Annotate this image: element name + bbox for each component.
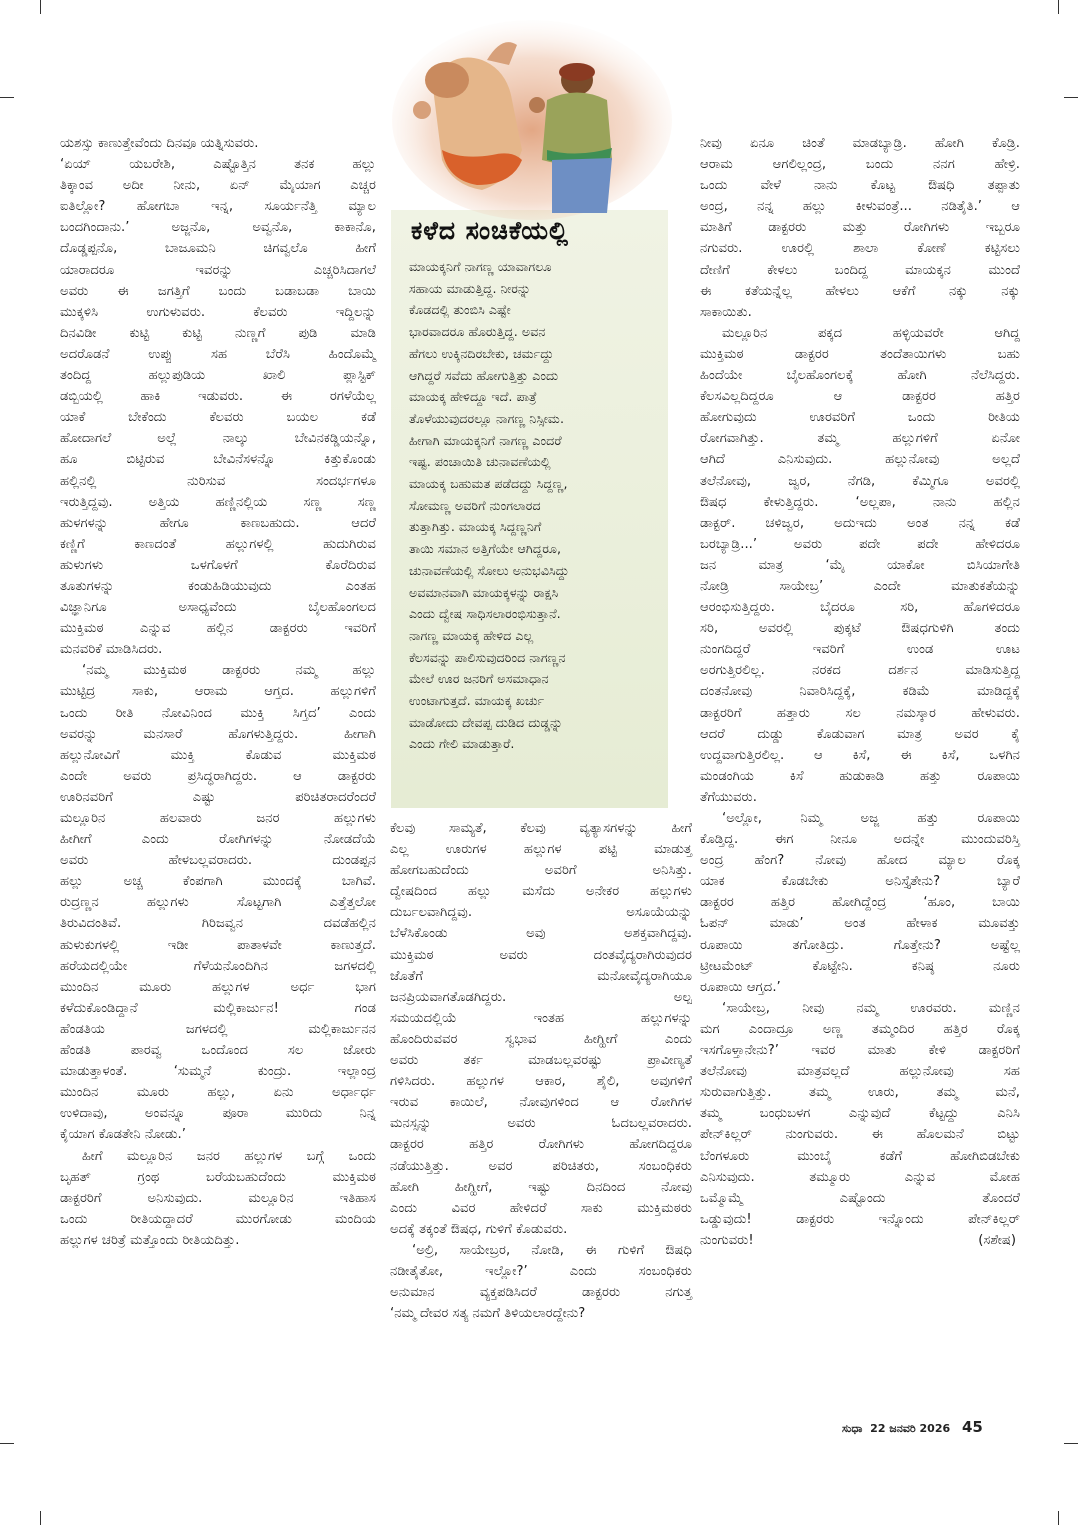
text-line: ಮನಸ್ಸನ್ನು ಅವರು ಓದಬಲ್ಲವರಾದರು.: [390, 1116, 692, 1132]
recap-line: ಉಂಟಾಗುತ್ತದೆ. ಮಾಯಕ್ಕ ಖರ್ಚು: [409, 693, 545, 709]
text-line: ಹೋಗುವುದು ಊರವರಿಗೆ ಒಂದು ರೀತಿಯ: [700, 410, 1020, 426]
text-line: ಇರುವ ಕಾಯಿಲೆ, ನೋವುಗಳಿಂದ ಆ ರೋಗಿಗಳ: [390, 1095, 692, 1111]
recap-line: ಹೀಗಾಗಿ ಮಾಯಕ್ಕನಿಗೆ ನಾಗಣ್ಣ ಎಂದರೆ: [409, 432, 562, 448]
text-line: ಊರಿನವರಿಗೆ ಎಷ್ಟು ಪರಿಚಿತರಾದರೆಂದರೆ: [60, 789, 376, 805]
text-line: ಮಾಡುತ್ತಾಳಂತೆ. ‘ಸುಮ್ಮನೆ ಕುಂದ್ರು. ಇಲ್ಲಾಂದ್ರ: [60, 1064, 376, 1080]
text-line: ಸುರುವಾಗುತ್ತಿತ್ತು. ತಮ್ಮ ಊರು, ತಮ್ಮ ಮನೆ,: [700, 1085, 1020, 1101]
text-line: ಮುಕ್ತಿಮಠ ಡಾಕ್ಟರರ ತಂದೆತಾಯಿಗಳು ಬಹು: [700, 346, 1020, 362]
recap-line: ಮಾಯಕ್ಕನಿಗೆ ನಾಗಣ್ಣ ಯಾವಾಗಲೂ: [409, 259, 552, 274]
text-line: ಎಂದೇ ಅವರು ಪ್ರಸಿದ್ಧರಾಗಿದ್ದರು. ಆ ಡಾಕ್ಟರರು: [60, 768, 376, 784]
recap-line: ಕೊಡದಲ್ಲಿ ತುಂಬಿಸಿ ಎಷ್ಟೇ: [409, 302, 511, 318]
recap-line: ಸೋಮಣ್ಣ ಅವರಿಗೆ ನುಂಗಲಾರದ: [409, 497, 541, 513]
text-line: ಬೆಂಗಳೂರು ಮುಂಬೈ ಕಡೆಗೆ ಹೋಗಿಬಿಡಬೇಕು: [700, 1148, 1020, 1164]
text-line: ಅರಗುತ್ತಿರಲಿಲ್ಲ. ನರಕದ ದರ್ಶನ ಮಾಡಿಸುತ್ತಿದ್ದ: [700, 663, 1020, 679]
text-line: ಕೆಲಸವಿಲ್ಲದಿದ್ದರೂ ಆ ಡಾಕ್ಟರರ ಹತ್ತಿರ: [700, 389, 1020, 405]
story-illustration: [392, 10, 677, 225]
text-line: ‘ಸಾಯೇಬ್ರ, ನೀವು ನಮ್ಮ ಊರವರು. ಮಣ್ಣಿನ: [722, 1000, 1020, 1016]
text-line: ಡಾಕ್ಟರರ ಹತ್ತಿರ ರೋಗಿಗಳು ಹೋಗದಿದ್ದರೂ: [390, 1137, 692, 1153]
recap-line: ಅವಮಾನವಾಗಿ ಮಾಯಕ್ಕಳನ್ನು ರಾಕ್ಷಸಿ: [409, 584, 559, 600]
text-line: ಒಮ್ಮೊಮ್ಮೆ ಎಷ್ಟೊಂದು ತೊಂದರೆ: [700, 1190, 1020, 1206]
text-line: ದೇಣಿಗೆ ಕೇಳಲು ಬಂದಿದ್ದ ಮಾಯಕ್ಕನ ಮುಂದೆ: [700, 262, 1020, 278]
text-line: ಇಸಗೊಳ್ತಾನೇನು?’ ಇವರ ಮಾತು ಕೇಳಿ ಡಾಕ್ಟರರಿಗೆ: [700, 1043, 1020, 1059]
crop-mark: [40, 1511, 41, 1525]
text-line: ಒಂದು ರೀತಿ ನೋವಿನಿಂದ ಮುಕ್ತಿ ಸಿಗ್ತದ’ ಎಂದು: [60, 705, 376, 721]
previous-episode-box: [391, 210, 668, 808]
text-line: ಆರಂಭಿಸುತ್ತಿದ್ದರು. ಬೈದರೂ ಸರಿ, ಹೊಗಳಿದರೂ: [700, 600, 1020, 616]
text-line: ಮಲ್ಲೂರಿನ ಪಕ್ಕದ ಹಳ್ಳಿಯವರೇ ಆಗಿದ್ದ: [722, 325, 1020, 341]
text-line: ತಮ್ಮ ಬಂಧುಬಳಗ ಎನ್ನುವುದೆ ಕೆಟ್ಟದ್ದು ಎನಿಸಿ: [700, 1106, 1020, 1122]
text-line: ಜೊತೆಗೆ ಮನೋವೈದ್ಯರಾಗಿಯೂ: [390, 968, 692, 984]
text-line: ಔಷಧ ಕೇಳುತ್ತಿದ್ದರು. ‘ಅಲ್ಲಪಾ, ನಾನು ಹಲ್ಲಿನ: [700, 494, 1020, 510]
text-line: ತಲೆನೋವು, ಜ್ವರ, ನೆಗಡಿ, ಕೆಮ್ಮಿಗೂ ಅವರಲ್ಲಿ: [700, 473, 1020, 489]
text-line: ದ್ವೇಷದಿಂದ ಹಲ್ಲು ಮಸೆದು ಅನೇಕರ ಹಲ್ಲುಗಳು: [390, 884, 692, 900]
text-line: ಉದ್ದವಾಗುತ್ತಿರಲಿಲ್ಲ. ಆ ಕಿಸೆ, ಈ ಕಿಸೆ, ಒಳಗಿನ: [700, 747, 1020, 763]
text-line: ಯಾರಾದರೂ ಇವರನ್ನು ಎಚ್ಚರಿಸಿದಾಗಲೆ: [60, 262, 376, 278]
text-line: ಅದರೊಡನೆ ಉಪ್ಪು ಸಹ ಬೆರೆಸಿ ಹಿಂದೊಮ್ಮೆ: [60, 346, 376, 362]
recap-line: ಇಷ್ಟ. ಪಂಚಾಯಿತಿ ಚುನಾವಣೆಯಲ್ಲಿ: [409, 454, 551, 470]
text-line: ಅವರು ತರ್ಕ ಮಾಡಬಲ್ಲವರಷ್ಟು ಪ್ರಾವೀಣ್ಯತೆ: [390, 1053, 692, 1069]
text-line: ಹರೆಯದಲ್ಲಿಯೇ ಗೆಳೆಯನೊಂದಿಗಿನ ಜಗಳದಲ್ಲಿ: [60, 958, 376, 974]
text-line: ಡಬ್ಬಿಯಲ್ಲಿ ಹಾಕಿ ಇಡುವರು. ಈ ರಗಳೆಯೆಲ್ಲ: [60, 389, 376, 405]
text-line: ಕೆಲವು ಸಾಮ್ಯತೆ, ಕೆಲವು ವ್ಯತ್ಯಾಸಗಳನ್ನು ಹೀಗೆ: [390, 821, 692, 836]
text-line: ನುಂಗುವರು! (ಸಶೇಷ): [700, 1230, 1020, 1251]
recap-line: ಎಂದು ದ್ವೇಷ ಸಾಧಿಸಲಾರಂಭಿಸುತ್ತಾನೆ.: [409, 606, 561, 622]
text-line: ಎಲ್ಲ ಊರುಗಳ ಹಲ್ಲುಗಳ ಪಟ್ಟಿ ಮಾಡುತ್ತ: [390, 842, 692, 858]
text-line: ದಿನವಿಡೀ ಕುಟ್ಟಿ ಕುಟ್ಟಿ ನುಣ್ಣಗೆ ಪುಡಿ ಮಾಡಿ: [60, 325, 376, 341]
text-line: ಹೂ ಬಿಟ್ಟಿರುವ ಬೇವಿನೆಸಳನ್ನೊ ಕಿತ್ತುಕೊಂಡು: [60, 452, 376, 468]
text-line: ತೆಗೆಯುವರು.: [700, 789, 757, 805]
text-line: ಬೆಳೆಸಿಕೊಂಡು ಅವು ಅಶಕ್ತವಾಗಿದ್ದವು.: [390, 926, 692, 942]
text-line: ಉಳಿದಾವು, ಅಂವನ್ನೂ ಪೂರಾ ಮುರಿದು ನಿನ್ನ: [60, 1106, 376, 1122]
recap-line: ಚುನಾವಣೆಯಲ್ಲಿ ಸೋಲು ಅನುಭವಿಸಿದ್ದು: [409, 562, 570, 578]
crop-mark: [0, 97, 14, 98]
text-line: ಆರಾಮ ಆಗಲಿಲ್ಲಂದ್ರ, ಬಂದು ನನಗ ಹೇಳ್ರಿ.: [700, 157, 1020, 173]
text-line: ಡಾಕ್ಟರರಿಗೆ ಅನಿಸುವುದು. ಮಲ್ಲೂರಿನ ಇತಿಹಾಸ: [60, 1190, 376, 1206]
text-line: ಅಂದ್ರ, ನನ್ನ ಹಲ್ಲು ಕೀಳುವಂತ್ರೆ... ನಡಿತೈತಿ.’ ಆ: [700, 199, 1020, 215]
text-line: ಸಾಕಾಯಿತು.: [700, 304, 752, 320]
text-line: ದುರ್ಬಲವಾಗಿದ್ದವು. ಅಸೂಯೆಯನ್ನು: [390, 905, 692, 921]
text-line: ಈ ಕತೆಯನ್ನೆಲ್ಲ ಹೇಳಲು ಆಕೆಗೆ ನಕ್ಕು ನಕ್ಕು: [700, 283, 1020, 299]
text-line: ಮನವರಿಕೆ ಮಾಡಿಸಿದರು.: [60, 642, 163, 658]
text-line: ಬೃಹತ್ ಗ್ರಂಥ ಬರೆಯಬಹುದೆಂದು ಮುಕ್ತಿಮಠ: [60, 1169, 376, 1185]
text-line: ಹೋಗಬಹುದೆಂದು ಅವರಿಗೆ ಅನಿಸಿತ್ತು.: [390, 863, 692, 879]
text-line: ‘ನಮ್ಮ ಮುಕ್ತಿಮಠ ಡಾಕ್ಟರರು ನಮ್ಮ ಹಲ್ಲು: [82, 663, 376, 679]
text-line: ತೂತುಗಳನ್ನು ಕಂಡುಹಿಡಿಯುವುದು ಎಂತಹ: [60, 578, 376, 594]
text-line: ಹೊಂದಿರುವವರ ಸ್ವಭಾವ ಹೀಗ್ಹೀಗೆ ಎಂದು: [390, 1031, 692, 1047]
text-line: ಅಂದ್ರ ಹೆಂಗ? ನೋವು ಹೋದ ಮ್ಯಾಲ ರೊಕ್ಕ: [700, 853, 1020, 869]
recap-line: ಮಾಡೋದು ದೇವಪ್ಪ ದುಡಿದ ದುಡ್ಡನ್ನು: [409, 714, 563, 730]
smoke-swirl: [392, 20, 672, 220]
text-line: ನಡೆಯುತ್ತಿತ್ತು. ಅವರ ಪರಿಚಿತರು, ಸಂಬಂಧಿಕರು: [390, 1158, 692, 1174]
text-line: ಐತಿಲ್ಲೋ? ಹೋಗಬಾ ಇನ್ನ, ಸೂರ್ಯನೆತ್ತಿ ಮ್ಯಾಲ: [60, 199, 376, 215]
recap-line: ಹೆಗಲು ಉಕ್ಕಿನದಿರಬೇಕು, ಚರ್ಮದ್ದು: [409, 345, 554, 361]
text-line: ಮುಕ್ತಿಮಠ ಅವರು ದಂತವೈದ್ಯರಾಗಿರುವುದರ: [390, 947, 692, 963]
text-line: ಮುಂದಿನ ಮೂರು ಹಲ್ಲುಗಳ ಅರ್ಧ ಭಾಗ: [60, 979, 376, 995]
crop-mark: [0, 1443, 14, 1444]
text-line: ಸಮಯದಲ್ಲಿಯೆ ಇಂತಹ ಹಲ್ಲುಗಳನ್ನು: [390, 1010, 692, 1026]
crop-mark: [1058, 0, 1059, 14]
text-line: ಡಾಕ್ಟರರಿಗೆ ಹತ್ತಾರು ಸಲ ನಮಸ್ಕಾರ ಹೇಳುವರು.: [700, 705, 1020, 721]
text-line: ರೂಪಾಯಿ ತಗೋತಿದ್ರು. ಗೊತ್ತೇನು? ಅಷ್ಟೆಲ್ಲ: [700, 937, 1020, 953]
text-line: ‘ಅಲ್ರಿ, ಸಾಯೇಬ್ರರ, ನೋಡಿ, ಈ ಗುಳಿಗೆ ಔಷಧಿ: [412, 1242, 692, 1258]
text-line: ಬರಬ್ಯಾಡ್ರಿ...’ ಅವರು ಪದೇ ಪದೇ ಹೇಳಿದರೂ: [700, 536, 1020, 552]
text-line: ಒಂದು ರೀತಿಯದ್ದಾದರೆ ಮುರಗೋಡು ಮಂದಿಯ: [60, 1211, 376, 1227]
text-line: ವಿಜ್ಞಾನಿಗೂ ಅಸಾಧ್ಯವೆಂದು ಬೈಲಹೊಂಗಲದ: [60, 600, 376, 616]
recap-line: ತಾಯಿ ಸಮಾನ ಅತ್ತಿಗೆಯೇ ಆಗಿದ್ದರೂ,: [409, 541, 562, 557]
text-line: ಯಶಸ್ಸು ಕಾಣುತ್ತೇವೆಂದು ದಿನವೂ ಯತ್ನಿಸುವರು.: [60, 136, 259, 151]
recap-line: ನಾಗಣ್ಣ ಮಾಯಕ್ಕ ಹೇಳಿದ ಎಲ್ಲ: [409, 627, 534, 643]
recap-line: ತುತ್ತಾಗಿತ್ತು. ಮಾಯಕ್ಕ ಸಿದ್ದಣ್ಣನಿಗೆ: [409, 519, 542, 535]
text-line: ದೊಡ್ಡಪ್ಪನೊ, ಬಾಜೂಮನಿ ಚಿಗವ್ವಲೊ ಹೀಗೆ: [60, 241, 376, 257]
text-line: ನಡೀತೈತೋ, ಇಲ್ಲೋ?’ ಎಂದು ಸಂಬಂಧಿಕರು: [390, 1263, 692, 1279]
text-line: ನುಂಗದಿದ್ದರೆ ಇವರಿಗೆ ಉಂಡ ಊಟ: [700, 642, 1020, 658]
text-line: ಹುಳಗಳನ್ನು ಹೇಗೂ ಕಾಣಬಹುದು. ಆದರೆ: [60, 515, 376, 531]
text-line: ತಿರುವಿದಂತಿವೆ. ಗಿರಿಜವ್ವನ ದವಡೆಹಲ್ಲಿನ: [60, 916, 376, 932]
recap-line: ಮಾಯಕ್ಕ ಹೇಳಿದ್ದೂ ಇದೆ. ಪಾತ್ರೆ: [409, 389, 537, 405]
text-line: ಮಗ ಎಂದಾದ್ರೂ ಅಣ್ಣ ತಮ್ಮಂದಿರ ಹತ್ತಿರ ರೊಕ್ಕ: [700, 1021, 1020, 1037]
text-line: ಗಳಿಸಿದರು. ಹಲ್ಲುಗಳ ಆಕಾರ, ಶೈಲಿ, ಅವುಗಳಿಗೆ: [390, 1074, 692, 1090]
text-line: ಮಲ್ಲೂರಿನ ಹಲವಾರು ಜನರ ಹಲ್ಲುಗಳು: [60, 811, 376, 826]
text-line: ಒಂದು ವೇಳೆ ನಾನು ಕೊಟ್ಟ ಔಷಧಿ ತಪ್ಪಾತು: [700, 178, 1020, 194]
text-line: ಅವರು ಈ ಜಗತ್ತಿಗೆ ಬಂದು ಬಡಾಬಡಾ ಬಾಯಿ: [60, 283, 376, 299]
recap-line: ಕೆಲಸವನ್ನು ಪಾಲಿಸುವುದರಿಂದ ನಾಗಣ್ಣನ: [409, 649, 566, 665]
recap-line: ಮಾಯಕ್ಕ ಬಹುಮತ ಪಡೆದದ್ದು ಸಿದ್ದಣ್ಣ,: [409, 476, 568, 492]
text-line: ಮುಕ್ತಿಮಠ ಎನ್ನುವ ಹಲ್ಲಿನ ಡಾಕ್ಟರರು ಇವರಿಗೆ: [60, 621, 376, 637]
text-line: ನಗುವರು. ಊರಲ್ಲಿ ಶಾಲಾ ಕೋಣೆ ಕಟ್ಟಿಸಲು: [700, 241, 1020, 257]
recap-line: ತೊಳೆಯುವುದರಲ್ಲೂ ನಾಗಣ್ಣ ನಿಸ್ಸೀಮ.: [409, 410, 565, 426]
text-line: ಇರುತ್ತಿದ್ದವು. ಅತ್ತಿಯ ಹಣ್ಣಿನಲ್ಲಿಯ ಸಣ್ಣ ಸಣ್ಣ: [60, 494, 376, 510]
text-line: ಟ್ರೀಟಮೆಂಟ್ ಕೊಟ್ಟೇನಿ. ಕನಿಷ್ಠ ನೂರು: [700, 958, 1020, 974]
text-line: ತಂದಿದ್ದ ಹಲ್ಲುಪುಡಿಯ ಖಾಲಿ ಪ್ಲಾಸ್ಟಿಕ್: [60, 368, 376, 384]
text-line: ಕೊಡ್ತಿದ್ದ. ಈಗ ನೀನೂ ಅದನ್ನೇ ಮುಂದುವರಿಸ್ತಿ: [700, 832, 1020, 848]
text-line: ಪೇನ್‌ಕಿಲ್ಲರ್ ನುಂಗುವರು. ಈ ಹೊಲಮನೆ ಬಿಟ್ಟು: [700, 1127, 1020, 1143]
text-line: ಹೆಂಡತಿಯ ಜಗಳದಲ್ಲಿ ಮಲ್ಲಿಕಾರ್ಜುನನ: [60, 1021, 376, 1037]
text-line: ಹೋದಾಗಲೆ ಅಲ್ಲೆ ನಾಲ್ಕು ಬೇವಿನಕಡ್ಡಿಯನ್ನೊ,: [60, 431, 376, 447]
text-line: ಹೋಗಿ ಹೀಗ್ಹೀಗೆ, ಇಷ್ಟು ದಿನದಿಂದ ನೋವು: [390, 1179, 692, 1195]
text-line: ನೀವು ಏನೂ ಚಿಂತೆ ಮಾಡಬ್ಯಾಡ್ರಿ. ಹೋಗಿ ಕೊಡ್ರಿ.: [700, 136, 1020, 151]
text-line: ಹೀಗೀಗೆ ಎಂದು ರೋಗಿಗಳನ್ನು ನೋಡದೆಯೆ: [60, 832, 376, 848]
text-line: ಕಣ್ಣಿಗೆ ಕಾಣದಂತೆ ಹಲ್ಲುಗಳಲ್ಲಿ ಹುದುಗಿರುವ: [60, 536, 376, 552]
text-line: ಓಪನ್ ಮಾಡು’ ಅಂತ ಹೇಳಾಕ ಮೂವತ್ತು: [700, 916, 1020, 932]
text-line: ಹಲ್ಲುಗಳ ಚರಿತ್ರೆ ಮತ್ತೊಂದು ರೀತಿಯದಿತ್ತು.: [60, 1232, 240, 1248]
text-line: ಅವರು ಹೇಳಬಲ್ಲವರಾದರು. ದುಂಡಪ್ಪನ: [60, 853, 376, 869]
text-line: ಮುಕ್ಕಳಿಸಿ ಉಗುಳುವರು. ಕೆಲವರು ಇದ್ದಿಲನ್ನು: [60, 304, 376, 320]
text-line: ‘ನಮ್ಮ ದೇವರ ಸತ್ಯ ನಮಗೆ ತಿಳಿಯಲಾರದ್ದೇನು?: [390, 1306, 586, 1322]
crop-mark: [1064, 97, 1078, 98]
text-line: ಸರಿ, ಅವರಲ್ಲಿ ಪುಕ್ಕಟೆ ಔಷಧಗುಳಿಗಿ ತಂದು: [700, 621, 1020, 637]
text-line: ಮಂಡಂಗಿಯ ಕಿಸೆ ಹುಡುಕಾಡಿ ಹತ್ತು ರೂಪಾಯಿ: [700, 768, 1020, 784]
recap-summary: [409, 256, 659, 755]
article-column-1: [60, 133, 376, 1251]
text-line: ಬಂದಗಿಂದಾನು.’ ಅಜ್ಜನೊ, ಅವ್ವನೊ, ಕಾಕಾನೊ,: [60, 220, 376, 236]
recap-line: ಮೇಲೆ ಊರ ಜನರಿಗೆ ಅಸಮಾಧಾನ: [409, 671, 549, 687]
text-line: ‘ಅಲ್ಲೋ, ನಿಮ್ಮ ಅಜ್ಜ ಹತ್ತು ರೂಪಾಯಿ: [722, 811, 1020, 826]
text-line: ರೋಗವಾಗಿತ್ತು. ತಮ್ಮ ಹಲ್ಲುಗಳಿಗೆ ಏನೋ: [700, 431, 1020, 447]
text-line: ಹಲ್ಲು ಅಚ್ಚ ಕೆಂಪಗಾಗಿ ಮುಂದಕ್ಕೆ ಬಾಗಿವೆ.: [60, 874, 376, 890]
text-line: ಡಾಕ್ಟರರ ಹತ್ತಿರ ಹೋಗಿದ್ದೆಂದ್ರ ‘ಹೂಂ, ಬಾಯಿ: [700, 895, 1020, 911]
recap-line: ಎಂದು ಗೇಲಿ ಮಾಡುತ್ತಾರೆ.: [409, 736, 515, 752]
text-line: ನೋಡ್ರಿ ಸಾಯೇಬ್ರ’ ಎಂದೇ ಮಾತುಕತೆಯನ್ನು: [700, 578, 1020, 594]
text-line: ಅನುಮಾನ ವ್ಯಕ್ತಪಡಿಸಿದರೆ ಡಾಕ್ಟರರು ನಗುತ್ತ: [390, 1285, 692, 1301]
text-line: ದಂತನೋವು ನಿವಾರಿಸಿದ್ದಕ್ಕೆ, ಕಡಿಮೆ ಮಾಡಿದ್ದಕ್ಕೆ: [700, 684, 1020, 700]
text-line: ಹೀಗೆ ಮಲ್ಲೂರಿನ ಜನರ ಹಲ್ಲುಗಳ ಬಗ್ಗೆ ಒಂದು: [82, 1148, 376, 1164]
recap-line: ಭಾರವಾದರೂ ಹೊರುತ್ತಿದ್ದ. ಅವನ: [409, 324, 546, 340]
article-column-3: [700, 133, 1020, 1251]
text-line: ಯಾಕ ಕೊಡಬೇಕು ಅನಿಸ್ತೈತೇನು? ಬ್ಯಾರೆ: [700, 874, 1020, 890]
issue-date: 22 ಜನವರಿ 2026: [870, 1422, 951, 1435]
text-line: ರೂಪಾಯಿ ಆಗ್ತದ.’: [700, 979, 781, 995]
to-be-continued-mark: (ಸಶೇಷ): [978, 1232, 1016, 1248]
text-line: ‘ಏಯ್ ಯಬರೇಶಿ, ಎಷ್ಟೊತ್ತಿನ ತನಕ ಹಲ್ಲು: [60, 157, 376, 173]
crop-mark: [40, 0, 41, 14]
recap-line: ಆಗಿದ್ದರೆ ಸವೆದು ಹೋಗುತ್ತಿತ್ತು ಎಂದು: [409, 367, 559, 383]
text-line: ಎಂದು ವಿವರ ಹೇಳಿದರೆ ಸಾಕು ಮುಕ್ತಿಮಠರು: [390, 1200, 692, 1216]
text-line: ಕೈಯಾಗ ಕೊಡತೇನಿ ನೋಡು.’: [60, 1127, 186, 1143]
text-line: ಯಾಕೆ ಬೇಕೆಂದು ಕೆಲವರು ಬಯಲ ಕಡೆ: [60, 410, 376, 426]
text-line: ಮುಂದಿನ ಮೂರು ಹಲ್ಲು, ಏನು ಅರ್ಧಾರ್ಧ: [60, 1085, 376, 1101]
text-line: ಹೆಂಡತಿ ಪಾರವ್ವ ಒಂದೊಂದ ಸಲ ಜೋರು: [60, 1043, 376, 1059]
text-line: ಹಲ್ಲುನೋವಿಗೆ ಮುಕ್ತಿ ಕೊಡುವ ಮುಕ್ತಿಮಠ: [60, 747, 376, 763]
text-line: ಆದರೆ ದುಡ್ಡು ಕೊಡುವಾಗ ಮಾತ್ರ ಅವರ ಕೈ: [700, 726, 1020, 742]
magazine-name: ಸುಧಾ: [842, 1422, 863, 1435]
text-line: ಹುಳುಕುಗಳಲ್ಲಿ ಇಡೀ ಪಾತಾಳವೇ ಕಾಣುತ್ತದೆ.: [60, 937, 376, 953]
text-line: ಎನಿಸುವುದು. ತಮ್ಮೂರು ಎನ್ನುವ ಮೋಹ: [700, 1169, 1020, 1185]
text-line: ಡಾಕ್ಟರ್. ಚಳಿಜ್ವರ, ಅದುಇದು ಅಂತ ನನ್ನ ಕಡೆ: [700, 515, 1020, 531]
text-line: ತಲೆನೋವು ಮಾತ್ರವಲ್ಲದೆ ಹಲ್ಲುನೋವು ಸಹ: [700, 1064, 1020, 1080]
article-column-2: [390, 818, 692, 1324]
page-footer: [842, 1418, 987, 1436]
text-line: ಮುಟ್ಟಿದ್ರ ಸಾಕು, ಆರಾಮ ಆಗ್ತದ. ಹಲ್ಲುಗಳಿಗೆ: [60, 684, 376, 700]
text-line: ಆಗಿದೆ ಎನಿಸುವುದು. ಹಲ್ಲುನೋವು ಅಲ್ಲದೆ: [700, 452, 1020, 468]
page-number: 45: [961, 1418, 983, 1436]
text-line: ಕಳೆದುಕೊಂಡಿದ್ದಾನೆ ಮಲ್ಲಿಕಾರ್ಜುನ! ಗಂಡ: [60, 1000, 376, 1016]
text-line: ತಿಕ್ಕಾಂವ ಅದೀ ನೀನು, ಏನ್ ಮೈಯಾಗ ಎಚ್ಚರ: [60, 178, 376, 194]
text-line: ಅವರನ್ನು ಮನಸಾರೆ ಹೊಗಳುತ್ತಿದ್ದರು. ಹೀಗಾಗಿ: [60, 726, 376, 742]
text-line: ಜನ ಮಾತ್ರ ‘ಮೈ ಯಾಕೋ ಬಿಸಿಯಾಗೇತಿ: [700, 557, 1020, 573]
text-line: ಹಿಂದೆಯೇ ಬೈಲಹೊಂಗಲಕ್ಕೆ ಹೋಗಿ ನೆಲೆಸಿದ್ದರು.: [700, 368, 1020, 384]
text-line: ಅದಕ್ಕೆ ತಕ್ಕಂತೆ ಔಷಧ, ಗುಳಿಗೆ ಕೊಡುವರು.: [390, 1221, 568, 1237]
text-line: ರುದ್ರಣ್ಣನ ಹಲ್ಲುಗಳು ಸೊಟ್ಟಗಾಗಿ ಎತ್ತೆತ್ತಲೋ: [60, 895, 376, 911]
text-line: ಹುಳುಗಳು ಒಳಗೊಳಗೆ ಕೊರೆದಿರುವ: [60, 557, 376, 573]
text-line: ಹಲ್ಲಿನಲ್ಲಿ ನುರಿಸುವ ಸಂದರ್ಭಗಳೂ: [60, 473, 376, 489]
crop-mark: [1058, 1511, 1059, 1525]
recap-line: ಸಹಾಯ ಮಾಡುತ್ತಿದ್ದ. ನೀರನ್ನು: [409, 280, 531, 296]
crop-mark: [1064, 1443, 1078, 1444]
text-line: ಮಾತಿಗೆ ಡಾಕ್ಟರರು ಮತ್ತು ರೋಗಿಗಳು ಇಬ್ಬರೂ: [700, 220, 1020, 236]
text-line: ಜನಪ್ರಿಯವಾಗತೊಡಗಿದ್ದರು. ಅಲ್ಪ: [390, 989, 692, 1005]
text-line: ಒಡ್ಡುವುದು! ಡಾಕ್ಟರರು ಇನ್ನೊಂದು ಪೇನ್‌ಕಿಲ್ಲರ್: [700, 1211, 1020, 1227]
recap-title: ಕಳೆದ ಸಂಚಿಕೆಯಲ್ಲಿ: [411, 216, 569, 245]
